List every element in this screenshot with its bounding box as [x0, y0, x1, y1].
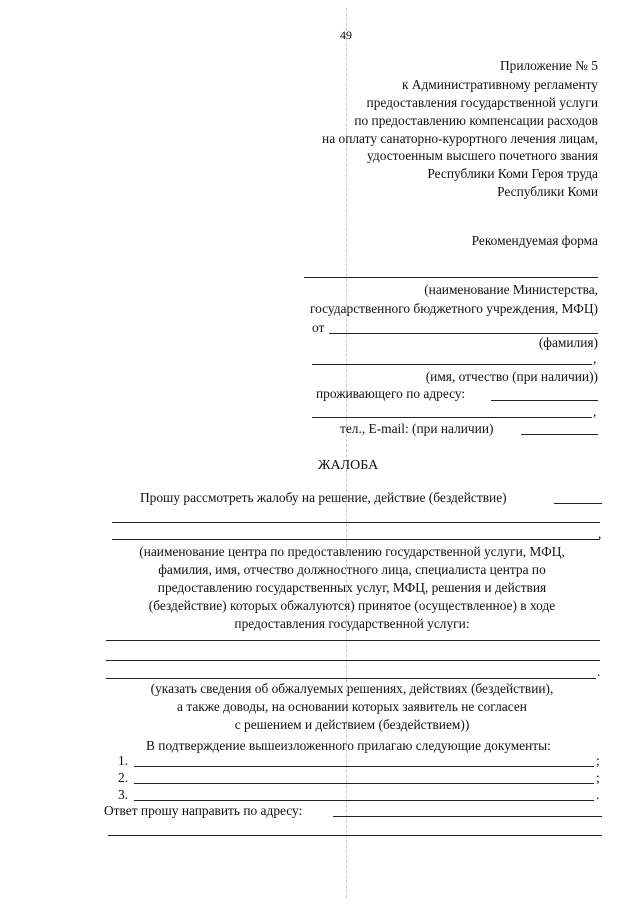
- appendix-line-4: по предоставлению компенсации расходов: [354, 113, 598, 128]
- address-label: проживающего по адресу:: [316, 386, 466, 401]
- request-field-1[interactable]: [554, 503, 602, 504]
- hint-center-4: (бездействие) которых обжалуются) принятое (осуществленное) в ходе: [148, 598, 556, 613]
- appendix-line-3: предоставления государственной услуги: [366, 95, 598, 110]
- hint-center-3: предоставлению государственных услуг, МФЦ, решения и действия: [157, 580, 547, 595]
- request-field-3[interactable]: [112, 539, 600, 540]
- document-2-number: 2.: [118, 770, 129, 785]
- appendix-line-7: Республики Коми Героя труда: [427, 166, 598, 181]
- from-label: от: [312, 320, 325, 335]
- answer-label: Ответ прошу направить по адресу:: [104, 803, 303, 818]
- hint-decisions-2: а также доводы, на основании которых заявитель не согласен: [177, 699, 527, 714]
- document-2-field[interactable]: [134, 783, 594, 784]
- document-3-field[interactable]: [134, 800, 594, 801]
- request-field-comma: ,: [598, 526, 602, 541]
- hint-decisions-3: с решением и действием (бездействием)): [234, 717, 470, 732]
- document-3-end: .: [596, 787, 600, 802]
- appendix-line-2: к Административному регламенту: [401, 77, 598, 92]
- confirmation-text: В подтверждение вышеизложенного прилагаю следующие документы:: [146, 738, 551, 753]
- appendix-line-5: на оплату санаторно-курортного лечения лицам,: [322, 131, 598, 146]
- description-period: .: [597, 664, 601, 679]
- hint-center-2: фамилия, имя, отчество должностного лица, специалиста центра по: [158, 562, 546, 577]
- hint-decisions-1: (указать сведения об обжалуемых решениях, действиях (бездействии),: [150, 681, 554, 696]
- description-field-1[interactable]: [106, 640, 600, 641]
- document-title: ЖАЛОБА: [318, 458, 379, 473]
- appendix-line-1: Приложение № 5: [499, 58, 598, 73]
- document-3-number: 3.: [118, 787, 129, 802]
- phone-label: тел., E-mail: (при наличии): [340, 421, 494, 436]
- document-2-end: ;: [596, 770, 600, 785]
- address-field-2[interactable]: [312, 417, 592, 418]
- address-field-comma: ,: [593, 404, 597, 419]
- hint-center-5: предоставления государственной услуги:: [234, 616, 470, 631]
- ministry-name-field[interactable]: [304, 277, 598, 278]
- ministry-hint-1: (наименование Министерства,: [424, 282, 598, 297]
- recommended-form-label: Рекомендуемая форма: [471, 233, 598, 248]
- answer-address-field-2[interactable]: [108, 835, 602, 836]
- phone-field[interactable]: [521, 434, 598, 435]
- request-field-2[interactable]: [112, 522, 600, 523]
- hint-center-1: (наименование центра по предоставлению государственной услуги, МФЦ,: [139, 544, 565, 559]
- appendix-line-6: удостоенным высшего почетного звания: [367, 148, 598, 163]
- ministry-hint-2: государственного бюджетного учреждения, МФЦ): [309, 301, 598, 316]
- appendix-line-8: Республики Коми: [497, 184, 598, 199]
- document-1-end: ;: [596, 753, 600, 768]
- description-field-3[interactable]: [106, 678, 596, 679]
- request-text: Прошу рассмотреть жалобу на решение, действие (бездействие): [140, 490, 507, 505]
- document-1-number: 1.: [118, 753, 129, 768]
- document-1-field[interactable]: [134, 766, 594, 767]
- description-field-2[interactable]: [106, 660, 600, 661]
- name-field[interactable]: [312, 364, 592, 365]
- name-field-comma: ,: [593, 351, 597, 366]
- address-field-1[interactable]: [491, 400, 598, 401]
- page-number: 49: [340, 28, 352, 42]
- surname-hint: (фамилия): [538, 335, 598, 350]
- answer-address-field-1[interactable]: [333, 816, 602, 817]
- name-hint: (имя, отчество (при наличии)): [425, 369, 598, 384]
- from-field[interactable]: [329, 333, 598, 334]
